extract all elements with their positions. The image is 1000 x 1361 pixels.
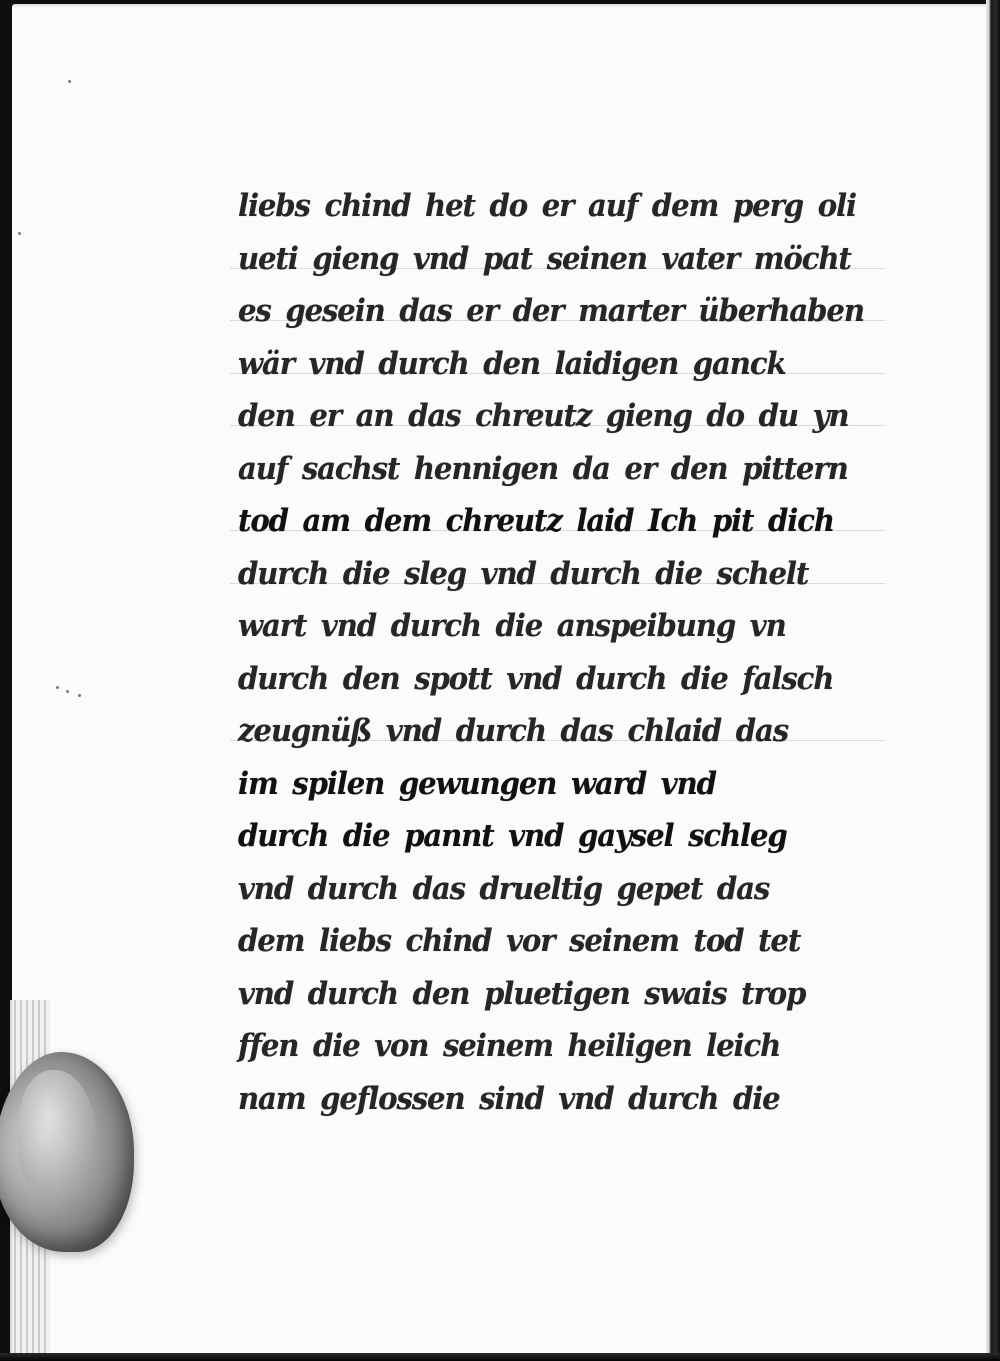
- text-line: liebs chind het do er auf dem perg oli: [238, 188, 856, 224]
- prick-mark: [66, 690, 69, 693]
- clasp-highlight: [18, 1070, 96, 1200]
- text-line: im spilen gewungen ward vnd: [238, 765, 716, 802]
- text-line: durch den spott vnd durch die falsch: [238, 660, 834, 697]
- text-line: den er an das chreutz gieng do du yn: [238, 398, 849, 434]
- text-line: ueti gieng vnd pat seinen vater möcht: [238, 240, 851, 277]
- text-line: vnd durch den pluetigen swais trop: [238, 975, 806, 1012]
- page-edge-right: [986, 0, 1000, 1361]
- text-line: vnd durch das drueltig gepet das: [238, 870, 770, 907]
- text-line: wart vnd durch die anspeibung vn: [238, 608, 786, 644]
- text-line: wär vnd durch den laidigen ganck: [238, 345, 786, 382]
- text-line: durch die pannt vnd gaysel schleg: [238, 818, 787, 854]
- prick-mark: [56, 686, 59, 689]
- text-block: [238, 180, 878, 1125]
- text-line: durch die sleg vnd durch die schelt: [238, 555, 809, 592]
- page-edge-bottom: [0, 1353, 1000, 1361]
- prick-mark: [78, 694, 81, 697]
- prick-mark: [18, 232, 21, 235]
- text-line: ffen die von seinem heiligen leich: [238, 1028, 781, 1064]
- text-line: tod am dem chreutz laid Ich pit dich: [238, 503, 834, 539]
- text-line: zeugnüß vnd durch das chlaid das: [238, 713, 788, 749]
- text-line: es gesein das er der marter überhaben: [238, 293, 864, 329]
- text-line: auf sachst hennigen da er den pittern: [238, 450, 848, 487]
- text-line: dem liebs chind vor seinem tod tet: [238, 923, 801, 959]
- prick-mark: [68, 80, 71, 83]
- text-line: nam geflossen sind vnd durch die: [238, 1080, 780, 1117]
